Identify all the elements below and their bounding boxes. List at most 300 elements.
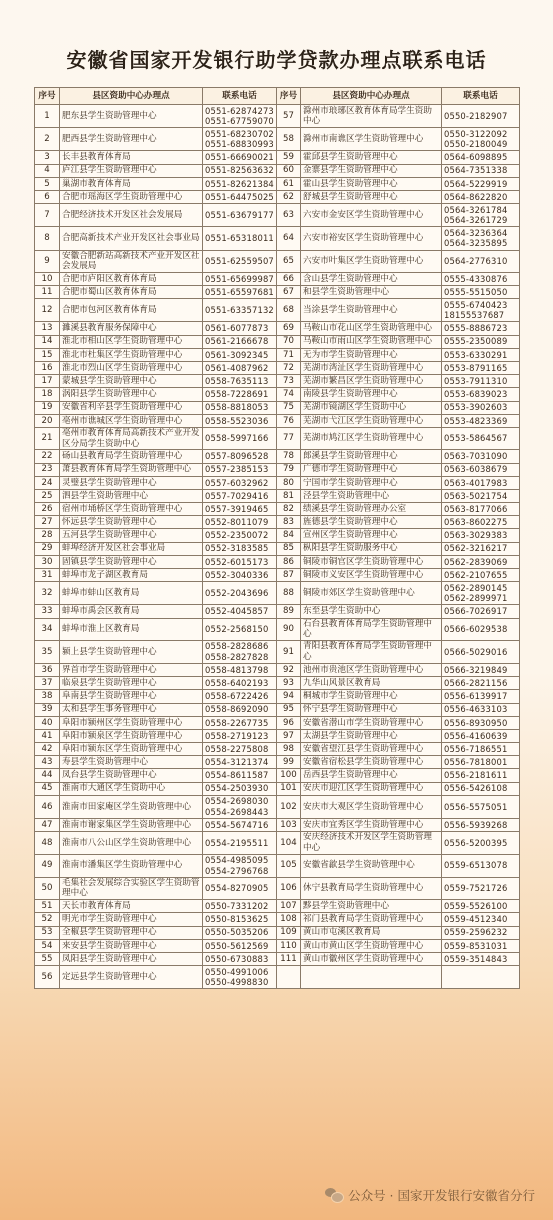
cell-no: 60 <box>277 164 301 177</box>
phone-number: 0550-4991006 <box>205 966 269 977</box>
cell-phone <box>442 516 520 529</box>
cell-no: 43 <box>35 756 60 769</box>
cell-no: 69 <box>277 322 301 335</box>
phone-number: 0562-3216217 <box>444 543 508 554</box>
cell-no: 19 <box>35 401 60 414</box>
cell-no <box>277 966 301 989</box>
cell-center-name: 滁州市南谯区学生资助管理中心 <box>301 128 442 151</box>
cell-phone <box>442 250 520 272</box>
phone-number: 0555-2350089 <box>444 336 508 347</box>
cell-no: 96 <box>277 716 301 729</box>
cell-phone <box>203 729 277 742</box>
phone-number: 0563-8177066 <box>444 503 508 514</box>
table-row <box>35 516 520 529</box>
cell-phone <box>442 272 520 285</box>
table-row <box>35 542 520 555</box>
cell-center-name: 淮北市相山区学生资助管理中心 <box>60 335 203 348</box>
cell-center-name: 安徽省潜山市学生资助管理中心 <box>301 716 442 729</box>
cell-phone <box>442 227 520 250</box>
cell-center-name: 寿县学生资助管理中心 <box>60 756 203 769</box>
cell-phone <box>203 782 277 795</box>
cell-center-name: 黟县学生资助管理中心 <box>301 900 442 913</box>
cell-phone <box>442 640 520 663</box>
cell-center-name: 合肥高新技术产业开发区社会事业局 <box>60 227 203 250</box>
table-row <box>35 272 520 285</box>
cell-phone <box>442 299 520 322</box>
cell-center-name: 泾县学生资助管理中心 <box>301 489 442 502</box>
cell-center-name: 桐城市学生资助管理中心 <box>301 690 442 703</box>
cell-no: 8 <box>35 227 60 250</box>
cell-no: 101 <box>277 782 301 795</box>
phone-number: 0553-3902603 <box>444 402 508 413</box>
phone-number: 0553-6330291 <box>444 349 508 360</box>
phone-number: 0556-7818001 <box>444 757 508 768</box>
phone-number: 0551-68830993 <box>205 139 274 150</box>
table-row <box>35 105 520 128</box>
table-row <box>35 164 520 177</box>
cell-no: 18 <box>35 388 60 401</box>
table-row <box>35 569 520 582</box>
cell-phone <box>442 164 520 177</box>
cell-center-name: 无为市学生资助管理中心 <box>301 348 442 361</box>
cell-phone <box>442 832 520 854</box>
cell-no: 75 <box>277 401 301 414</box>
cell-no: 32 <box>35 582 60 605</box>
cell-center-name: 铜陵市义安区学生资助管理中心 <box>301 569 442 582</box>
cell-center-name: 五河县学生资助管理中心 <box>60 529 203 542</box>
cell-center-name: 阜阳市颍州区学生资助管理中心 <box>60 716 203 729</box>
cell-phone <box>442 716 520 729</box>
cell-center-name: 绩溪县学生资助管理办公室 <box>301 503 442 516</box>
cell-phone <box>203 703 277 716</box>
cell-center-name: 来安县学生资助管理中心 <box>60 939 203 952</box>
cell-center-name: 岳西县学生资助管理中心 <box>301 769 442 782</box>
phone-number: 0557-2385153 <box>205 464 269 475</box>
phone-number: 0557-6032962 <box>205 477 269 488</box>
cell-no: 82 <box>277 503 301 516</box>
cell-phone <box>442 939 520 952</box>
cell-center-name: 石台县教育体育局学生资助管理中心 <box>301 618 442 640</box>
phone-number: 0555-4330876 <box>444 273 508 284</box>
cell-no: 66 <box>277 272 301 285</box>
cell-phone <box>442 618 520 640</box>
cell-center-name: 蚌埠市淮上区教育局 <box>60 618 203 640</box>
cell-no: 85 <box>277 542 301 555</box>
phone-number: 0551-65597681 <box>205 286 274 297</box>
cell-no: 64 <box>277 227 301 250</box>
cell-phone <box>442 729 520 742</box>
cell-phone <box>442 375 520 388</box>
cell-phone <box>442 348 520 361</box>
cell-phone <box>442 151 520 164</box>
phone-number: 0559-4512340 <box>444 914 508 925</box>
cell-center-name: 毛集社会发展综合实验区学生资助管理中心 <box>60 877 203 899</box>
phone-number: 0553-4823369 <box>444 415 508 426</box>
table-row <box>35 555 520 568</box>
phone-number: 0554-8611587 <box>205 770 269 781</box>
phone-number: 0564-2776310 <box>444 255 508 266</box>
phone-number: 0553-8791165 <box>444 362 508 373</box>
cell-phone <box>442 555 520 568</box>
cell-no: 3 <box>35 151 60 164</box>
cell-no: 71 <box>277 348 301 361</box>
cell-center-name: 枞阳县学生资助服务中心 <box>301 542 442 555</box>
cell-no: 45 <box>35 782 60 795</box>
phone-number: 0552-3183585 <box>205 543 269 554</box>
cell-center-name: 金寨县学生资助管理中心 <box>301 164 442 177</box>
cell-no: 24 <box>35 476 60 489</box>
table-row <box>35 190 520 203</box>
phone-number: 0559-8531031 <box>444 940 508 951</box>
cell-no: 67 <box>277 286 301 299</box>
cell-center-name: 九华山风景区教育局 <box>301 677 442 690</box>
cell-center-name: 和县学生资助管理中心 <box>301 286 442 299</box>
header-no-right: 序号 <box>277 88 301 105</box>
phone-number: 0556-4160639 <box>444 730 508 741</box>
cell-no: 14 <box>35 335 60 348</box>
cell-no: 48 <box>35 832 60 854</box>
phone-number: 0552-6015173 <box>205 556 269 567</box>
cell-no: 36 <box>35 663 60 676</box>
phone-number: 0554-8270905 <box>205 883 269 894</box>
phone-number: 0561-4087962 <box>205 362 269 373</box>
cell-no: 35 <box>35 640 60 663</box>
table-row <box>35 476 520 489</box>
cell-center-name: 六安市裕安区学生资助管理中心 <box>301 227 442 250</box>
cell-no: 78 <box>277 450 301 463</box>
phone-number: 0557-8096528 <box>205 451 269 462</box>
phone-number: 0554-5674716 <box>205 819 269 830</box>
phone-number: 0558-7228691 <box>205 389 269 400</box>
cell-phone <box>203 569 277 582</box>
phone-number: 0558-8818053 <box>205 402 269 413</box>
cell-phone <box>203 663 277 676</box>
cell-phone <box>203 716 277 729</box>
cell-center-name <box>301 966 442 989</box>
phone-number: 0551-62874273 <box>205 105 274 116</box>
table-row <box>35 966 520 989</box>
table-row <box>35 463 520 476</box>
cell-phone <box>203 204 277 227</box>
cell-no: 22 <box>35 450 60 463</box>
cell-center-name: 芜湖市湾沚区学生资助管理中心 <box>301 362 442 375</box>
cell-phone <box>442 476 520 489</box>
table-row <box>35 756 520 769</box>
cell-no: 13 <box>35 322 60 335</box>
cell-no: 56 <box>35 966 60 989</box>
cell-no: 1 <box>35 105 60 128</box>
phone-number: 0558-8692090 <box>205 704 269 715</box>
cell-phone <box>203 952 277 965</box>
cell-phone <box>203 677 277 690</box>
cell-phone <box>203 966 277 989</box>
cell-no: 33 <box>35 605 60 618</box>
cell-center-name: 旌德县学生资助管理中心 <box>301 516 442 529</box>
cell-center-name: 固镇县学生资助管理中心 <box>60 555 203 568</box>
phone-number: 0554-4985095 <box>205 855 269 866</box>
cell-center-name: 芜湖市鸠江区学生资助管理中心 <box>301 427 442 449</box>
phone-number: 0559-7521726 <box>444 883 508 894</box>
cell-center-name: 天长市教育体育局 <box>60 900 203 913</box>
header-phone-left: 联系电话 <box>203 88 277 105</box>
cell-center-name: 怀宁县学生资助管理中心 <box>301 703 442 716</box>
cell-center-name: 安徽省宿松县学生资助管理中心 <box>301 756 442 769</box>
cell-center-name: 安徽省利辛县学生资助管理中心 <box>60 401 203 414</box>
phone-number: 0550-8153625 <box>205 914 269 925</box>
cell-no: 28 <box>35 529 60 542</box>
phone-number: 0566-2821156 <box>444 677 508 688</box>
cell-phone <box>203 476 277 489</box>
cell-phone <box>203 795 277 818</box>
phone-number: 0556-4633103 <box>444 704 508 715</box>
cell-phone <box>203 640 277 663</box>
cell-no: 25 <box>35 489 60 502</box>
cell-center-name: 合肥市庐阳区教育体育局 <box>60 272 203 285</box>
cell-phone <box>442 335 520 348</box>
phone-number: 0562-2839069 <box>444 556 508 567</box>
cell-phone <box>442 427 520 449</box>
cell-no: 90 <box>277 618 301 640</box>
phone-number: 0553-5864567 <box>444 433 508 444</box>
cell-center-name: 定远县学生资助管理中心 <box>60 966 203 989</box>
cell-no: 98 <box>277 743 301 756</box>
cell-center-name: 颍上县学生资助管理中心 <box>60 640 203 663</box>
phone-number: 0551-66690021 <box>205 152 274 163</box>
phone-number: 0554-2796768 <box>205 865 269 876</box>
table-row <box>35 877 520 899</box>
phone-number: 0553-7911310 <box>444 376 508 386</box>
cell-phone <box>203 743 277 756</box>
cell-center-name: 安徽省望江县学生资助管理中心 <box>301 743 442 756</box>
cell-phone <box>203 690 277 703</box>
table-row <box>35 900 520 913</box>
cell-phone <box>442 542 520 555</box>
cell-no: 86 <box>277 555 301 568</box>
table-row <box>35 952 520 965</box>
cell-phone <box>203 427 277 449</box>
table-row <box>35 250 520 272</box>
table-row <box>35 299 520 322</box>
cell-no: 11 <box>35 286 60 299</box>
phone-number: 0564-7351338 <box>444 165 508 176</box>
cell-center-name: 马鞍山市花山区学生资助管理中心 <box>301 322 442 335</box>
phone-number: 0554-2195511 <box>205 837 269 848</box>
cell-center-name: 阜南县学生资助管理中心 <box>60 690 203 703</box>
phone-number: 0557-3919465 <box>205 503 269 514</box>
phone-number: 0552-4045857 <box>205 606 269 617</box>
phone-number: 0550-2180049 <box>444 139 508 150</box>
table-row <box>35 582 520 605</box>
cell-center-name: 合肥市瑶海区学生资助管理中心 <box>60 190 203 203</box>
cell-phone <box>203 227 277 250</box>
cell-no: 91 <box>277 640 301 663</box>
table-header-row <box>35 88 520 105</box>
table-row <box>35 529 520 542</box>
phone-number: 0558-2827828 <box>205 651 269 662</box>
cell-center-name: 霍邱县学生资助管理中心 <box>301 151 442 164</box>
phone-number: 0550-2182907 <box>444 110 508 121</box>
cell-center-name: 砀山县教育局学生资助管理中心 <box>60 450 203 463</box>
phone-number: 0561-6077873 <box>205 323 269 334</box>
phone-number: 0553-6839023 <box>444 389 508 400</box>
cell-no: 79 <box>277 463 301 476</box>
phone-number: 0556-5426108 <box>444 783 508 794</box>
cell-no: 27 <box>35 516 60 529</box>
phone-number: 0551-64475025 <box>205 191 274 202</box>
cell-no: 61 <box>277 177 301 190</box>
cell-center-name: 淮南市潘集区学生资助管理中心 <box>60 854 203 877</box>
cell-center-name: 肥西县学生资助管理中心 <box>60 128 203 151</box>
cell-phone <box>203 164 277 177</box>
cell-center-name: 涡阳县学生资助管理中心 <box>60 388 203 401</box>
phone-number: 0550-5035206 <box>205 927 269 938</box>
cell-center-name: 宿州市埇桥区学生资助管理中心 <box>60 503 203 516</box>
cell-no: 94 <box>277 690 301 703</box>
cell-center-name: 淮南市田家庵区学生资助管理中心 <box>60 795 203 818</box>
cell-center-name: 濉溪县教育服务保障中心 <box>60 322 203 335</box>
cell-no: 100 <box>277 769 301 782</box>
cell-center-name: 滁州市琅琊区教育体育局学生资助中心 <box>301 105 442 128</box>
cell-phone <box>203 756 277 769</box>
phone-number: 0551-82621384 <box>205 178 274 189</box>
cell-phone <box>203 388 277 401</box>
cell-no: 87 <box>277 569 301 582</box>
header-phone-right: 联系电话 <box>442 88 520 105</box>
phone-number: 0561-3092345 <box>205 349 269 360</box>
cell-no: 10 <box>35 272 60 285</box>
cell-no: 41 <box>35 729 60 742</box>
table-row <box>35 335 520 348</box>
phone-number: 0551-63679177 <box>205 209 274 220</box>
cell-no: 49 <box>35 854 60 877</box>
cell-no: 93 <box>277 677 301 690</box>
cell-phone <box>442 190 520 203</box>
header-center-left: 县区资助中心办理点 <box>60 88 203 105</box>
phone-number: 0562-2899971 <box>444 593 508 604</box>
phone-number: 0550-5612569 <box>205 940 269 951</box>
cell-phone <box>442 489 520 502</box>
cell-center-name: 霍山县学生资助管理中心 <box>301 177 442 190</box>
cell-phone <box>203 913 277 926</box>
cell-center-name: 全椒县学生资助管理中心 <box>60 926 203 939</box>
cell-no: 59 <box>277 151 301 164</box>
cell-no: 55 <box>35 952 60 965</box>
cell-center-name: 合肥经济技术开发区社会发展局 <box>60 204 203 227</box>
cell-center-name: 淮北市烈山区学生资助管理中心 <box>60 362 203 375</box>
cell-center-name: 东至县学生资助中心 <box>301 605 442 618</box>
cell-phone <box>203 286 277 299</box>
cell-phone <box>442 582 520 605</box>
cell-phone <box>203 555 277 568</box>
cell-phone <box>203 542 277 555</box>
cell-no: 80 <box>277 476 301 489</box>
phone-number: 0562-2107655 <box>444 569 508 580</box>
cell-center-name: 蚌埠经济开发区社会事业局 <box>60 542 203 555</box>
table-row <box>35 939 520 952</box>
cell-center-name: 青阳县教育体育局学生资助管理中心 <box>301 640 442 663</box>
phone-number: 0559-2596232 <box>444 927 508 938</box>
cell-no: 26 <box>35 503 60 516</box>
cell-center-name: 亳州市教育体育局高新技术产业开发区分局学生资助中心 <box>60 427 203 449</box>
phone-number: 0563-8602275 <box>444 517 508 528</box>
cell-phone <box>442 913 520 926</box>
cell-no: 16 <box>35 362 60 375</box>
cell-phone <box>203 105 277 128</box>
cell-center-name: 淮北市杜集区学生资助管理中心 <box>60 348 203 361</box>
table-row <box>35 926 520 939</box>
table-row <box>35 854 520 877</box>
cell-no: 95 <box>277 703 301 716</box>
cell-center-name: 蚌埠市禹会区教育局 <box>60 605 203 618</box>
phone-number: 0563-5021754 <box>444 490 508 501</box>
phone-number: 0558-7635113 <box>205 376 269 386</box>
cell-center-name: 芜湖市繁昌区学生资助管理中心 <box>301 375 442 388</box>
phone-number: 0554-2698443 <box>205 806 269 817</box>
cell-center-name: 含山县学生资助管理中心 <box>301 272 442 285</box>
cell-phone <box>203 503 277 516</box>
cell-center-name: 蚌埠市蚌山区教育局 <box>60 582 203 605</box>
cell-phone <box>203 900 277 913</box>
cell-phone <box>203 854 277 877</box>
cell-center-name: 巢湖市教育体育局 <box>60 177 203 190</box>
phone-number: 0564-3261729 <box>444 215 508 226</box>
cell-center-name: 长丰县教育体育局 <box>60 151 203 164</box>
cell-no: 42 <box>35 743 60 756</box>
cell-center-name: 太湖县学生资助管理中心 <box>301 729 442 742</box>
phone-number: 0555-5515050 <box>444 286 508 297</box>
cell-no: 58 <box>277 128 301 151</box>
footer <box>325 1186 535 1204</box>
cell-center-name: 休宁县教育局学生资助管理中心 <box>301 877 442 899</box>
cell-phone <box>442 450 520 463</box>
phone-number: 0564-3236364 <box>444 227 508 238</box>
cell-phone <box>203 401 277 414</box>
cell-phone <box>203 177 277 190</box>
phone-number: 0551-65318011 <box>205 233 274 244</box>
cell-phone <box>203 348 277 361</box>
cell-phone <box>203 926 277 939</box>
cell-phone <box>442 529 520 542</box>
phone-number: 0556-6139917 <box>444 691 508 702</box>
cell-phone <box>442 926 520 939</box>
phone-number: 0557-7029416 <box>205 490 269 501</box>
cell-no: 29 <box>35 542 60 555</box>
cell-phone <box>203 582 277 605</box>
cell-no: 99 <box>277 756 301 769</box>
phone-number: 0552-2568150 <box>205 623 269 634</box>
phone-number: 0556-7186551 <box>444 743 508 754</box>
cell-center-name: 芜湖市弋江区学生资助管理中心 <box>301 414 442 427</box>
phone-number: 0550-7331202 <box>205 900 269 911</box>
cell-no: 83 <box>277 516 301 529</box>
table-row <box>35 322 520 335</box>
cell-no: 7 <box>35 204 60 227</box>
phone-number: 0551-82563632 <box>205 165 274 176</box>
cell-phone <box>203 151 277 164</box>
cell-no: 109 <box>277 926 301 939</box>
cell-center-name: 太和县学生事务管理中心 <box>60 703 203 716</box>
cell-center-name: 合肥市蜀山区教育体育局 <box>60 286 203 299</box>
cell-center-name: 安庆经济技术开发区学生资助管理中心 <box>301 832 442 854</box>
cell-no: 68 <box>277 299 301 322</box>
cell-center-name: 黄山市屯溪区教育局 <box>301 926 442 939</box>
phone-number: 0558-5523036 <box>205 415 269 426</box>
cell-no: 51 <box>35 900 60 913</box>
phone-number: 0552-3040336 <box>205 569 269 580</box>
cell-phone <box>442 569 520 582</box>
cell-no: 62 <box>277 190 301 203</box>
cell-center-name: 安徽合肥新站高新技术产业开发区社会发展局 <box>60 250 203 272</box>
